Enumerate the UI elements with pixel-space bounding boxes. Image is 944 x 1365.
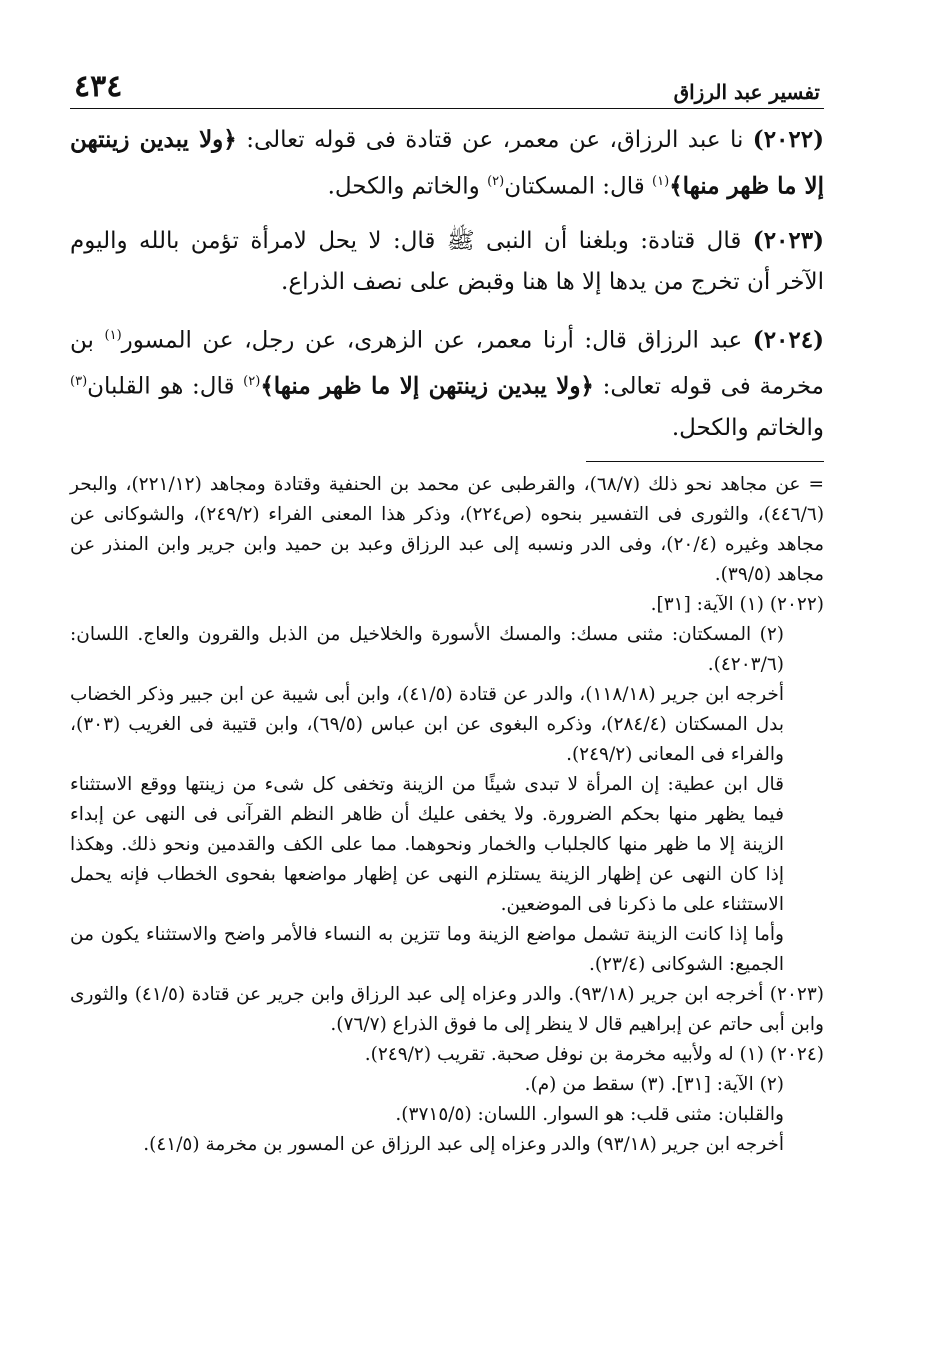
page-number: ٤٣٤ <box>74 69 123 104</box>
quran-quote: ﴿ولا يبدين زينتهن إلا ما ظهر منها﴾ <box>70 126 824 200</box>
footnote-separator <box>586 461 824 462</box>
entry-text: والخاتم والكحل. <box>327 173 488 200</box>
quran-quote: ﴿ولا يبدين زينتهن إلا ما ظهر منها﴾ <box>260 372 594 400</box>
footnotes <box>70 470 824 1160</box>
footnote-marker: (٣) <box>70 374 88 390</box>
hadith-entry <box>70 119 824 208</box>
book-title: تفسير عبد الرزاق <box>673 80 820 104</box>
footnote <box>70 770 824 920</box>
footnote-marker: (١) <box>652 174 670 189</box>
hadith-entry <box>70 220 824 303</box>
footnote-text: أخرجه ابن جرير (٩٣/١٨) والدر وعزاه إلى عبد الرزاق عن المسور بن مخرمة (٤١/٥). <box>143 1133 784 1155</box>
footnote <box>70 980 824 1040</box>
footnote <box>70 1100 824 1130</box>
footnote-text: قال ابن عطية: إن المرأة لا تبدى شيئًا من الزينة وتخفى كل شىء من زينتها ووقع الاستثناء فيما يظهر منها بحكم الضرورة. ولا يخفى عليك أن ظاهر النظم القرآنى فى النهى عن إبداء الزينة إلا ما ظهر منها كالجلباب والخمار ونحوهما. مما على الكف والقدمين ونحو ذلك. وهكذا إذا كان النهى عن إظهار الزينة يستلزم النهى عن إظهار مواضعها بفحوى الخطاب فإنه يحمل الاستثناء على ما ذكرنا فى الموضعين. <box>70 773 784 915</box>
entry-text: نا عبد الرزاق، عن معمر، عن قتادة فى قوله تعالى: <box>236 127 753 153</box>
footnote-text: (١) له ولأبيه مخرمة بن نوفل صحبة. تقريب (٢٤٩/٢). <box>364 1043 764 1065</box>
footnote-ref: (٢٠٢٢) <box>769 593 824 615</box>
entry-number: (٢٠٢٢) <box>752 126 824 153</box>
footnote <box>70 620 824 680</box>
footnote <box>70 1070 824 1100</box>
footnote-text: (١) الآية: [٣١]. <box>650 593 764 615</box>
entry-number: (٢٠٢٣) <box>752 226 824 254</box>
entry-text: والخاتم والكحل. <box>671 414 824 441</box>
footnote <box>70 1040 824 1070</box>
footnote-marker: (١) <box>104 327 122 343</box>
footnote-text: والقلبان: مثنى قلب: هو السوار. اللسان: (٣٧١٥/٥). <box>395 1103 784 1125</box>
entry-text: قال قتادة: وبلغنا أن النبى ﷺ قال: لا يحل لامرأة تؤمن بالله واليوم الآخر أن تخرج من يدها إلا ها هنا وقبض على نصف الذراع. <box>70 227 824 295</box>
entry-text: قال: المسكتان <box>504 173 653 200</box>
hadith-entry <box>70 315 824 449</box>
entry-text: قال: هو القلبان <box>87 373 244 400</box>
footnote-text: (٢) الآية: [٣١]. (٣) سقط من (م). <box>524 1073 784 1095</box>
footnote-marker: (٢) <box>487 174 505 189</box>
footnote <box>70 470 824 590</box>
footnote <box>70 920 824 980</box>
entry-number: (٢٠٢٤) <box>752 326 824 354</box>
footnote-marker: (٢) <box>243 374 261 390</box>
footnote-text: (٢) المسكتان: مثنى مسك: والمسك الأسورة والخلاخيل من الذبل والقرون والعاج. اللسان: (٤٢٠٣/٦). <box>70 623 784 675</box>
footnote-text: أخرجه ابن جرير (٩٣/١٨). والدر وعزاه إلى عبد الرزاق وابن جرير عن قتادة (٤١/٥) والثورى وابن أبى حاتم عن إبراهيم قال لا ينظر إلى ما فوق الذراع (٧٦/٧). <box>70 983 824 1035</box>
footnote-ref: (٢٠٢٣) <box>769 983 824 1005</box>
footnote-text: = عن مجاهد نحو ذلك (٦٨/٧)، والقرطبى عن محمد بن الحنفية وقتادة ومجاهد (٢٢١/١٢)، والبحر (٤٤٦/٦)، والثورى فى التفسير بنحوه (ص٢٢٤)، وذكر هذا المعنى الفراء (٢٤٩/٢)، والشوكانى عن مجاهد وغيره (٢٠/٤)، وفى الدر ونسبه إلى عبد الرزاق وعبد بن حميد وابن جرير وابن المنذر عن مجاهد (٣٩/٥). <box>70 473 825 585</box>
footnote-text: وأما إذا كانت الزينة تشمل مواضع الزينة وما تتزين به النساء فالأمر واضح والاستثناء يكون من الجميع: الشوكانى (٢٣/٤). <box>70 923 784 975</box>
footnote <box>70 590 824 620</box>
footnote <box>70 1130 824 1160</box>
footnote <box>70 680 824 770</box>
main-text <box>70 119 824 449</box>
footnote-ref: (٢٠٢٤) <box>769 1043 824 1065</box>
running-header <box>70 60 824 109</box>
entry-text: عبد الرزاق قال: أرنا معمر، عن الزهرى، عن رجل، عن المسور <box>121 327 753 354</box>
footnote-text: أخرجه ابن جرير (١١٨/١٨)، والدر عن قتادة (٤١/٥)، وابن أبى شيبة عن ابن جبير وذكر الخضاب بدل المسكتان (٢٨٤/٤)، وذكره البغوى عن ابن عباس (٦٩/٥)، وابن قتيبة فى الغريب (٣٠٣)، والفراء فى المعانى (٢٤٩/٢). <box>70 683 784 765</box>
book-page <box>70 60 824 1160</box>
entry-text: بن مخرمة فى قوله تعالى: <box>70 327 824 400</box>
